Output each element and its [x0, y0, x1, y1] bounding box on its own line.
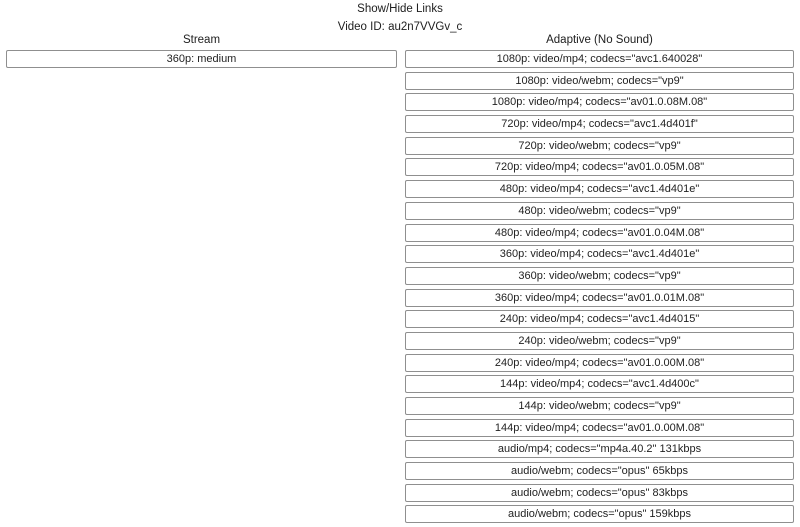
adaptive-format-button[interactable]: 1080p: video/webm; codecs="vp9" — [405, 72, 794, 90]
video-id-label: Video ID: — [337, 21, 385, 33]
adaptive-format-button[interactable]: 480p: video/mp4; codecs="av01.0.04M.08" — [405, 224, 794, 242]
adaptive-format-button[interactable]: audio/mp4; codecs="mp4a.40.2" 131kbps — [405, 440, 794, 458]
stream-column-heading: Stream — [182, 34, 221, 46]
adaptive-format-button[interactable]: audio/webm; codecs="opus" 83kbps — [405, 484, 794, 502]
adaptive-column-heading: Adaptive (No Sound) — [546, 34, 653, 46]
adaptive-format-button[interactable]: 720p: video/mp4; codecs="av01.0.05M.08" — [405, 158, 794, 176]
adaptive-format-button[interactable]: 720p: video/webm; codecs="vp9" — [405, 137, 794, 155]
adaptive-format-list — [405, 50, 794, 527]
video-id-value: au2n7VVGv_c — [388, 21, 463, 33]
adaptive-format-button[interactable]: 240p: video/mp4; codecs="avc1.4d4015" — [405, 310, 794, 328]
adaptive-format-button[interactable]: 1080p: video/mp4; codecs="avc1.640028" — [405, 50, 794, 68]
stream-format-button[interactable]: 360p: medium — [6, 50, 397, 68]
show-hide-links-toggle[interactable]: Show/Hide Links — [357, 3, 443, 15]
adaptive-format-button[interactable]: 144p: video/mp4; codecs="av01.0.00M.08" — [405, 419, 794, 437]
adaptive-format-button[interactable]: audio/webm; codecs="opus" 159kbps — [405, 505, 794, 523]
video-id-line — [0, 20, 800, 34]
stream-format-list — [6, 50, 397, 72]
adaptive-format-button[interactable]: 240p: video/webm; codecs="vp9" — [405, 332, 794, 350]
adaptive-format-button[interactable]: 360p: video/webm; codecs="vp9" — [405, 267, 794, 285]
adaptive-format-button[interactable]: 1080p: video/mp4; codecs="av01.0.08M.08" — [405, 93, 794, 111]
adaptive-format-button[interactable]: 360p: video/mp4; codecs="avc1.4d401e" — [405, 245, 794, 263]
adaptive-format-button[interactable]: 480p: video/mp4; codecs="avc1.4d401e" — [405, 180, 794, 198]
adaptive-format-button[interactable]: 360p: video/mp4; codecs="av01.0.01M.08" — [405, 289, 794, 307]
adaptive-format-button[interactable]: 720p: video/mp4; codecs="avc1.4d401f" — [405, 115, 794, 133]
adaptive-format-button[interactable]: 144p: video/mp4; codecs="avc1.4d400c" — [405, 375, 794, 393]
adaptive-format-button[interactable]: 240p: video/mp4; codecs="av01.0.00M.08" — [405, 354, 794, 372]
adaptive-format-button[interactable]: 144p: video/webm; codecs="vp9" — [405, 397, 794, 415]
adaptive-format-button[interactable]: audio/webm; codecs="opus" 65kbps — [405, 462, 794, 480]
adaptive-format-button[interactable]: 480p: video/webm; codecs="vp9" — [405, 202, 794, 220]
